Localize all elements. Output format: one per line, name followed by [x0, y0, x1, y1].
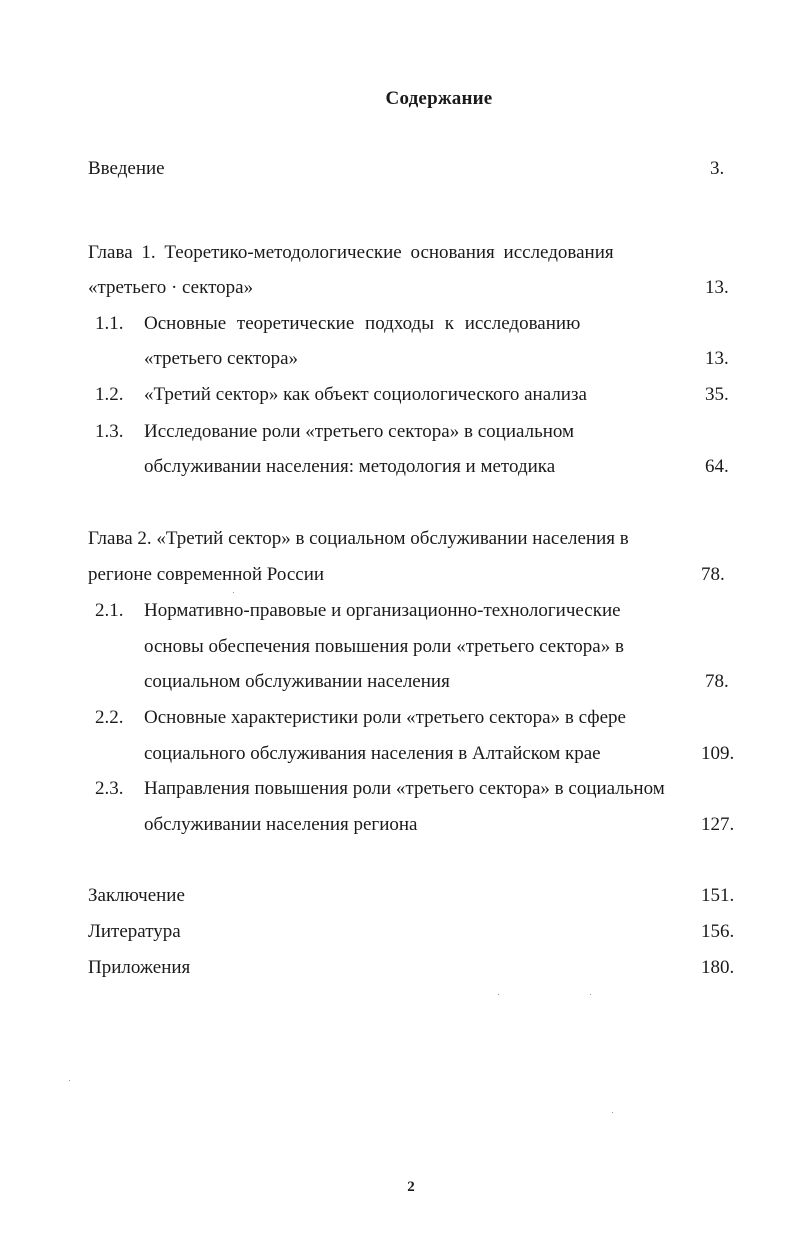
- scan-speck: [233, 592, 234, 593]
- toc-section-title-line1: Направления повышения роли «третьего сектора» в социальном: [144, 778, 665, 799]
- toc-section-title-line1: Нормативно-правовые и организационно-технологические: [144, 600, 621, 621]
- toc-section-title-line3: социальном обслуживании населения: [144, 671, 450, 692]
- page-title: Содержание: [385, 88, 493, 109]
- toc-section-title-line1: «Третий сектор» как объект социологического анализа: [144, 384, 587, 405]
- toc-section-title-line2: обслуживании населения региона: [144, 814, 418, 835]
- toc-section-title-line2: обслуживании населения: методология и методика: [144, 456, 556, 477]
- toc-section-page: 109.: [701, 743, 735, 764]
- toc-section-page: 78.: [705, 671, 729, 692]
- scan-speck: [498, 994, 499, 995]
- toc-section-title-line1: Основные характеристики роли «третьего сектора» в сфере: [144, 707, 626, 728]
- toc-section-number: 2.1.: [95, 600, 124, 621]
- toc-chapter2-page: 78.: [701, 564, 725, 585]
- toc-section-number: 2.2.: [95, 707, 124, 728]
- toc-section-page: 127.: [701, 814, 735, 835]
- toc-section-title-line2: «третьего сектора»: [144, 348, 299, 369]
- toc-section-title-line1: Исследование роли «третьего сектора» в социальном: [144, 421, 575, 442]
- toc-section-number: 1.2.: [95, 384, 124, 405]
- toc-section-title-line2: социального обслуживания населения в Алтайском крае: [144, 743, 601, 764]
- toc-section-page: 35.: [705, 384, 729, 405]
- scan-speck: [69, 1080, 70, 1081]
- toc-conclusion-page: 151.: [701, 885, 735, 906]
- scan-speck: [612, 1112, 613, 1113]
- toc-chapter1-title-line2: «третьего · сектора»: [88, 277, 254, 298]
- page-number: 2: [407, 1179, 415, 1195]
- toc-section-title-line1: Основные теоретические подходы к исследованию: [144, 313, 581, 334]
- toc-chapter2-title-line2: регионе современной России: [88, 564, 325, 585]
- toc-intro-label: Введение: [88, 158, 165, 179]
- scan-speck: [590, 994, 591, 995]
- toc-chapter1-title-line1: Глава 1. Теоретико-методологические основания исследования: [88, 242, 614, 263]
- toc-section-page: 13.: [705, 348, 729, 369]
- toc-literature-page: 156.: [701, 921, 735, 942]
- toc-appendices-page: 180.: [701, 957, 735, 978]
- toc-literature-label: Литература: [88, 921, 181, 942]
- toc-section-title-line2: основы обеспечения повышения роли «третьего сектора» в: [144, 636, 624, 657]
- toc-chapter2-title-line1: Глава 2. «Третий сектор» в социальном обслуживании населения в: [88, 528, 629, 549]
- toc-section-number: 1.3.: [95, 421, 124, 442]
- toc-section-number: 1.1.: [95, 313, 124, 334]
- toc-appendices-label: Приложения: [88, 957, 191, 978]
- toc-chapter1-page: 13.: [705, 277, 729, 298]
- toc-section-page: 64.: [705, 456, 729, 477]
- toc-conclusion-label: Заключение: [88, 885, 185, 906]
- toc-section-number: 2.3.: [95, 778, 124, 799]
- toc-intro-page: 3.: [710, 158, 725, 179]
